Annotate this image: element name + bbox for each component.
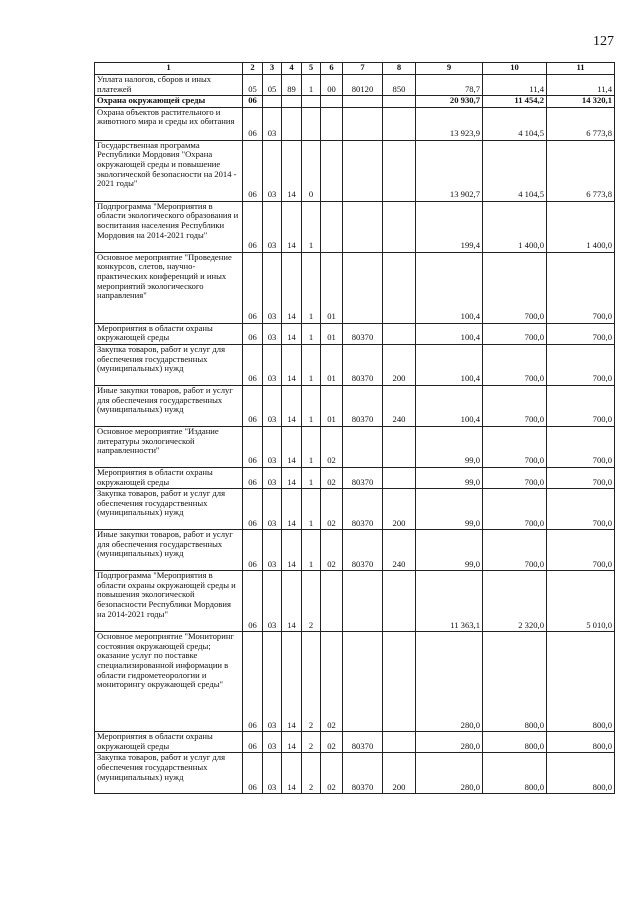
subsection-cell: 03 bbox=[263, 467, 282, 488]
program-cell: 14 bbox=[282, 753, 302, 794]
amount-cell: 11,4 bbox=[547, 75, 615, 96]
subsection-cell: 03 bbox=[263, 323, 282, 344]
activity-cell: 02 bbox=[321, 467, 343, 488]
subsection-cell: 03 bbox=[263, 530, 282, 571]
column-header: 1 bbox=[95, 63, 243, 75]
table-header-row bbox=[95, 63, 615, 75]
table-row bbox=[95, 732, 615, 753]
activity-cell: 01 bbox=[321, 252, 343, 323]
row-name-cell: Уплата налогов, сборов и иных платежей bbox=[95, 75, 243, 96]
direction-cell bbox=[343, 201, 383, 252]
expense-type-cell bbox=[383, 201, 416, 252]
row-name-cell: Охрана объектов растительного и животного мира и среды их обитания bbox=[95, 107, 243, 140]
table-row bbox=[95, 201, 615, 252]
activity-cell: 02 bbox=[321, 530, 343, 571]
amount-cell: 800,0 bbox=[547, 632, 615, 732]
row-name-cell: Иные закупки товаров, работ и услуг для обеспечения государственных (муниципальных) нужд bbox=[95, 385, 243, 426]
subprogram-cell: 0 bbox=[302, 140, 321, 201]
amount-cell: 99,0 bbox=[416, 426, 483, 467]
amount-cell: 700,0 bbox=[547, 385, 615, 426]
amount-cell: 700,0 bbox=[547, 530, 615, 571]
section-cell: 06 bbox=[243, 530, 263, 571]
activity-cell: 02 bbox=[321, 632, 343, 732]
row-name-cell: Государственная программа Республики Мордовия "Охрана окружающей среды и повышение экологической безопасности на 2014 - 2021 годы" bbox=[95, 140, 243, 201]
program-cell: 89 bbox=[282, 75, 302, 96]
column-header: 6 bbox=[321, 63, 343, 75]
amount-cell: 11,4 bbox=[483, 75, 547, 96]
section-cell: 06 bbox=[243, 467, 263, 488]
direction-cell: 80120 bbox=[343, 75, 383, 96]
table-row bbox=[95, 96, 615, 108]
subprogram-cell: 1 bbox=[302, 323, 321, 344]
subprogram-cell: 2 bbox=[302, 753, 321, 794]
subprogram-cell: 1 bbox=[302, 467, 321, 488]
expense-type-cell: 240 bbox=[383, 385, 416, 426]
subprogram-cell: 1 bbox=[302, 252, 321, 323]
program-cell: 14 bbox=[282, 344, 302, 385]
subprogram-cell: 1 bbox=[302, 344, 321, 385]
subsection-cell bbox=[263, 96, 282, 108]
expense-type-cell bbox=[383, 140, 416, 201]
amount-cell: 1 400,0 bbox=[547, 201, 615, 252]
table-row bbox=[95, 426, 615, 467]
subprogram-cell bbox=[302, 96, 321, 108]
row-name-cell: Закупка товаров, работ и услуг для обеспечения государственных (муниципальных) нужд bbox=[95, 753, 243, 794]
section-cell: 06 bbox=[243, 344, 263, 385]
column-header: 7 bbox=[343, 63, 383, 75]
amount-cell: 280,0 bbox=[416, 732, 483, 753]
amount-cell: 700,0 bbox=[547, 344, 615, 385]
subsection-cell: 03 bbox=[263, 732, 282, 753]
program-cell: 14 bbox=[282, 732, 302, 753]
amount-cell: 700,0 bbox=[483, 252, 547, 323]
subprogram-cell: 2 bbox=[302, 571, 321, 632]
section-cell: 06 bbox=[243, 632, 263, 732]
row-name-cell: Основное мероприятие "Мониторинг состояния окружающей среды; оказание услуг по поставке специализированной информации в области гидрометеорологии и мониторингу окружающей среды" bbox=[95, 632, 243, 732]
expense-type-cell bbox=[383, 732, 416, 753]
section-cell: 06 bbox=[243, 489, 263, 530]
program-cell: 14 bbox=[282, 632, 302, 732]
table-row bbox=[95, 467, 615, 488]
row-name-cell: Основное мероприятие "Проведение конкурсов, слетов, научно-практических конференций и иных мероприятий экологического направления" bbox=[95, 252, 243, 323]
direction-cell: 80370 bbox=[343, 530, 383, 571]
direction-cell bbox=[343, 107, 383, 140]
subprogram-cell: 1 bbox=[302, 75, 321, 96]
subprogram-cell: 1 bbox=[302, 201, 321, 252]
subsection-cell: 03 bbox=[263, 344, 282, 385]
amount-cell: 700,0 bbox=[547, 489, 615, 530]
row-name-cell: Охрана окружающей среды bbox=[95, 96, 243, 108]
subsection-cell: 03 bbox=[263, 426, 282, 467]
activity-cell: 02 bbox=[321, 489, 343, 530]
amount-cell: 800,0 bbox=[483, 632, 547, 732]
subsection-cell: 03 bbox=[263, 201, 282, 252]
amount-cell: 700,0 bbox=[483, 426, 547, 467]
program-cell: 14 bbox=[282, 252, 302, 323]
activity-cell: 01 bbox=[321, 385, 343, 426]
direction-cell bbox=[343, 426, 383, 467]
amount-cell: 700,0 bbox=[547, 467, 615, 488]
activity-cell: 02 bbox=[321, 732, 343, 753]
section-cell: 06 bbox=[243, 426, 263, 467]
activity-cell bbox=[321, 201, 343, 252]
column-header: 5 bbox=[302, 63, 321, 75]
row-name-cell: Закупка товаров, работ и услуг для обеспечения государственных (муниципальных) нужд bbox=[95, 344, 243, 385]
row-name-cell: Закупка товаров, работ и услуг для обеспечения государственных (муниципальных) нужд bbox=[95, 489, 243, 530]
amount-cell: 800,0 bbox=[547, 732, 615, 753]
table-row bbox=[95, 385, 615, 426]
section-cell: 06 bbox=[243, 252, 263, 323]
amount-cell: 99,0 bbox=[416, 467, 483, 488]
amount-cell: 78,7 bbox=[416, 75, 483, 96]
amount-cell: 700,0 bbox=[483, 323, 547, 344]
amount-cell: 2 320,0 bbox=[483, 571, 547, 632]
row-name-cell: Мероприятия в области охраны окружающей среды bbox=[95, 467, 243, 488]
expense-type-cell bbox=[383, 96, 416, 108]
row-name-cell: Иные закупки товаров, работ и услуг для обеспечения государственных (муниципальных) нужд bbox=[95, 530, 243, 571]
amount-cell: 99,0 bbox=[416, 530, 483, 571]
subsection-cell: 03 bbox=[263, 140, 282, 201]
amount-cell: 14 320,1 bbox=[547, 96, 615, 108]
amount-cell: 11 454,2 bbox=[483, 96, 547, 108]
program-cell bbox=[282, 96, 302, 108]
program-cell: 14 bbox=[282, 426, 302, 467]
amount-cell: 800,0 bbox=[483, 732, 547, 753]
section-cell: 06 bbox=[243, 571, 263, 632]
amount-cell: 700,0 bbox=[547, 323, 615, 344]
amount-cell: 700,0 bbox=[483, 530, 547, 571]
activity-cell: 02 bbox=[321, 426, 343, 467]
amount-cell: 700,0 bbox=[547, 252, 615, 323]
table-row bbox=[95, 753, 615, 794]
expense-type-cell bbox=[383, 107, 416, 140]
direction-cell: 80370 bbox=[343, 385, 383, 426]
amount-cell: 700,0 bbox=[483, 385, 547, 426]
section-cell: 05 bbox=[243, 75, 263, 96]
expense-type-cell: 200 bbox=[383, 489, 416, 530]
activity-cell: 01 bbox=[321, 323, 343, 344]
program-cell: 14 bbox=[282, 140, 302, 201]
page-number: 127 bbox=[593, 34, 614, 49]
subsection-cell: 03 bbox=[263, 489, 282, 530]
subprogram-cell: 1 bbox=[302, 426, 321, 467]
expense-type-cell: 200 bbox=[383, 344, 416, 385]
activity-cell bbox=[321, 571, 343, 632]
row-name-cell: Основное мероприятие "Издание литературы экологической направленности" bbox=[95, 426, 243, 467]
amount-cell: 6 773,8 bbox=[547, 140, 615, 201]
subprogram-cell bbox=[302, 107, 321, 140]
amount-cell: 800,0 bbox=[547, 753, 615, 794]
table-row bbox=[95, 530, 615, 571]
amount-cell: 4 104,5 bbox=[483, 140, 547, 201]
amount-cell: 1 400,0 bbox=[483, 201, 547, 252]
expense-type-cell bbox=[383, 323, 416, 344]
amount-cell: 800,0 bbox=[483, 753, 547, 794]
amount-cell: 5 010,0 bbox=[547, 571, 615, 632]
direction-cell: 80370 bbox=[343, 489, 383, 530]
amount-cell: 280,0 bbox=[416, 632, 483, 732]
expense-type-cell: 850 bbox=[383, 75, 416, 96]
amount-cell: 700,0 bbox=[483, 467, 547, 488]
activity-cell: 01 bbox=[321, 344, 343, 385]
program-cell: 14 bbox=[282, 530, 302, 571]
amount-cell: 100,4 bbox=[416, 344, 483, 385]
subsection-cell: 03 bbox=[263, 385, 282, 426]
amount-cell: 20 930,7 bbox=[416, 96, 483, 108]
subsection-cell: 03 bbox=[263, 571, 282, 632]
column-header: 8 bbox=[383, 63, 416, 75]
direction-cell: 80370 bbox=[343, 323, 383, 344]
amount-cell: 700,0 bbox=[483, 489, 547, 530]
expense-type-cell bbox=[383, 632, 416, 732]
column-header: 4 bbox=[282, 63, 302, 75]
program-cell bbox=[282, 107, 302, 140]
expense-type-cell bbox=[383, 571, 416, 632]
column-header: 2 bbox=[243, 63, 263, 75]
direction-cell bbox=[343, 140, 383, 201]
program-cell: 14 bbox=[282, 323, 302, 344]
section-cell: 06 bbox=[243, 96, 263, 108]
subprogram-cell: 2 bbox=[302, 632, 321, 732]
row-name-cell: Подпрограмма "Мероприятия в области экологического образования и воспитания населения Республики Мордовия на 2014-2021 годы" bbox=[95, 201, 243, 252]
program-cell: 14 bbox=[282, 489, 302, 530]
subsection-cell: 03 bbox=[263, 753, 282, 794]
subprogram-cell: 1 bbox=[302, 385, 321, 426]
amount-cell: 700,0 bbox=[547, 426, 615, 467]
subsection-cell: 03 bbox=[263, 632, 282, 732]
amount-cell: 6 773,8 bbox=[547, 107, 615, 140]
subsection-cell: 03 bbox=[263, 107, 282, 140]
table-row bbox=[95, 571, 615, 632]
direction-cell bbox=[343, 571, 383, 632]
table-row bbox=[95, 252, 615, 323]
program-cell: 14 bbox=[282, 385, 302, 426]
table-row bbox=[95, 107, 615, 140]
row-name-cell: Мероприятия в области охраны окружающей среды bbox=[95, 323, 243, 344]
column-header: 11 bbox=[547, 63, 615, 75]
column-header: 3 bbox=[263, 63, 282, 75]
direction-cell bbox=[343, 252, 383, 323]
expense-type-cell bbox=[383, 467, 416, 488]
table-row bbox=[95, 75, 615, 96]
amount-cell: 11 363,1 bbox=[416, 571, 483, 632]
amount-cell: 100,4 bbox=[416, 323, 483, 344]
column-header: 9 bbox=[416, 63, 483, 75]
expense-type-cell: 200 bbox=[383, 753, 416, 794]
subprogram-cell: 1 bbox=[302, 530, 321, 571]
section-cell: 06 bbox=[243, 201, 263, 252]
direction-cell bbox=[343, 96, 383, 108]
activity-cell bbox=[321, 96, 343, 108]
table-body bbox=[95, 63, 615, 794]
section-cell: 06 bbox=[243, 753, 263, 794]
direction-cell: 80370 bbox=[343, 467, 383, 488]
subsection-cell: 05 bbox=[263, 75, 282, 96]
amount-cell: 99,0 bbox=[416, 489, 483, 530]
direction-cell bbox=[343, 632, 383, 732]
section-cell: 06 bbox=[243, 323, 263, 344]
budget-table bbox=[94, 62, 615, 794]
direction-cell: 80370 bbox=[343, 344, 383, 385]
section-cell: 06 bbox=[243, 140, 263, 201]
table-row bbox=[95, 632, 615, 732]
expense-type-cell bbox=[383, 426, 416, 467]
activity-cell bbox=[321, 107, 343, 140]
activity-cell bbox=[321, 140, 343, 201]
row-name-cell: Подпрограмма "Мероприятия в области охраны окружающей среды и повышения экологической безопасности Республики Мордовия на 2014-2021 годы" bbox=[95, 571, 243, 632]
section-cell: 06 bbox=[243, 385, 263, 426]
expense-type-cell bbox=[383, 252, 416, 323]
section-cell: 06 bbox=[243, 732, 263, 753]
table-row bbox=[95, 323, 615, 344]
table-row bbox=[95, 489, 615, 530]
table-row bbox=[95, 344, 615, 385]
activity-cell: 02 bbox=[321, 753, 343, 794]
program-cell: 14 bbox=[282, 201, 302, 252]
program-cell: 14 bbox=[282, 467, 302, 488]
direction-cell: 80370 bbox=[343, 732, 383, 753]
program-cell: 14 bbox=[282, 571, 302, 632]
amount-cell: 700,0 bbox=[483, 344, 547, 385]
subprogram-cell: 1 bbox=[302, 489, 321, 530]
amount-cell: 4 104,5 bbox=[483, 107, 547, 140]
amount-cell: 100,4 bbox=[416, 252, 483, 323]
table-row bbox=[95, 140, 615, 201]
amount-cell: 199,4 bbox=[416, 201, 483, 252]
activity-cell: 00 bbox=[321, 75, 343, 96]
amount-cell: 100,4 bbox=[416, 385, 483, 426]
row-name-cell: Мероприятия в области охраны окружающей среды bbox=[95, 732, 243, 753]
amount-cell: 13 902,7 bbox=[416, 140, 483, 201]
subprogram-cell: 2 bbox=[302, 732, 321, 753]
amount-cell: 13 923,9 bbox=[416, 107, 483, 140]
expense-type-cell: 240 bbox=[383, 530, 416, 571]
subsection-cell: 03 bbox=[263, 252, 282, 323]
direction-cell: 80370 bbox=[343, 753, 383, 794]
column-header: 10 bbox=[483, 63, 547, 75]
section-cell: 06 bbox=[243, 107, 263, 140]
amount-cell: 280,0 bbox=[416, 753, 483, 794]
